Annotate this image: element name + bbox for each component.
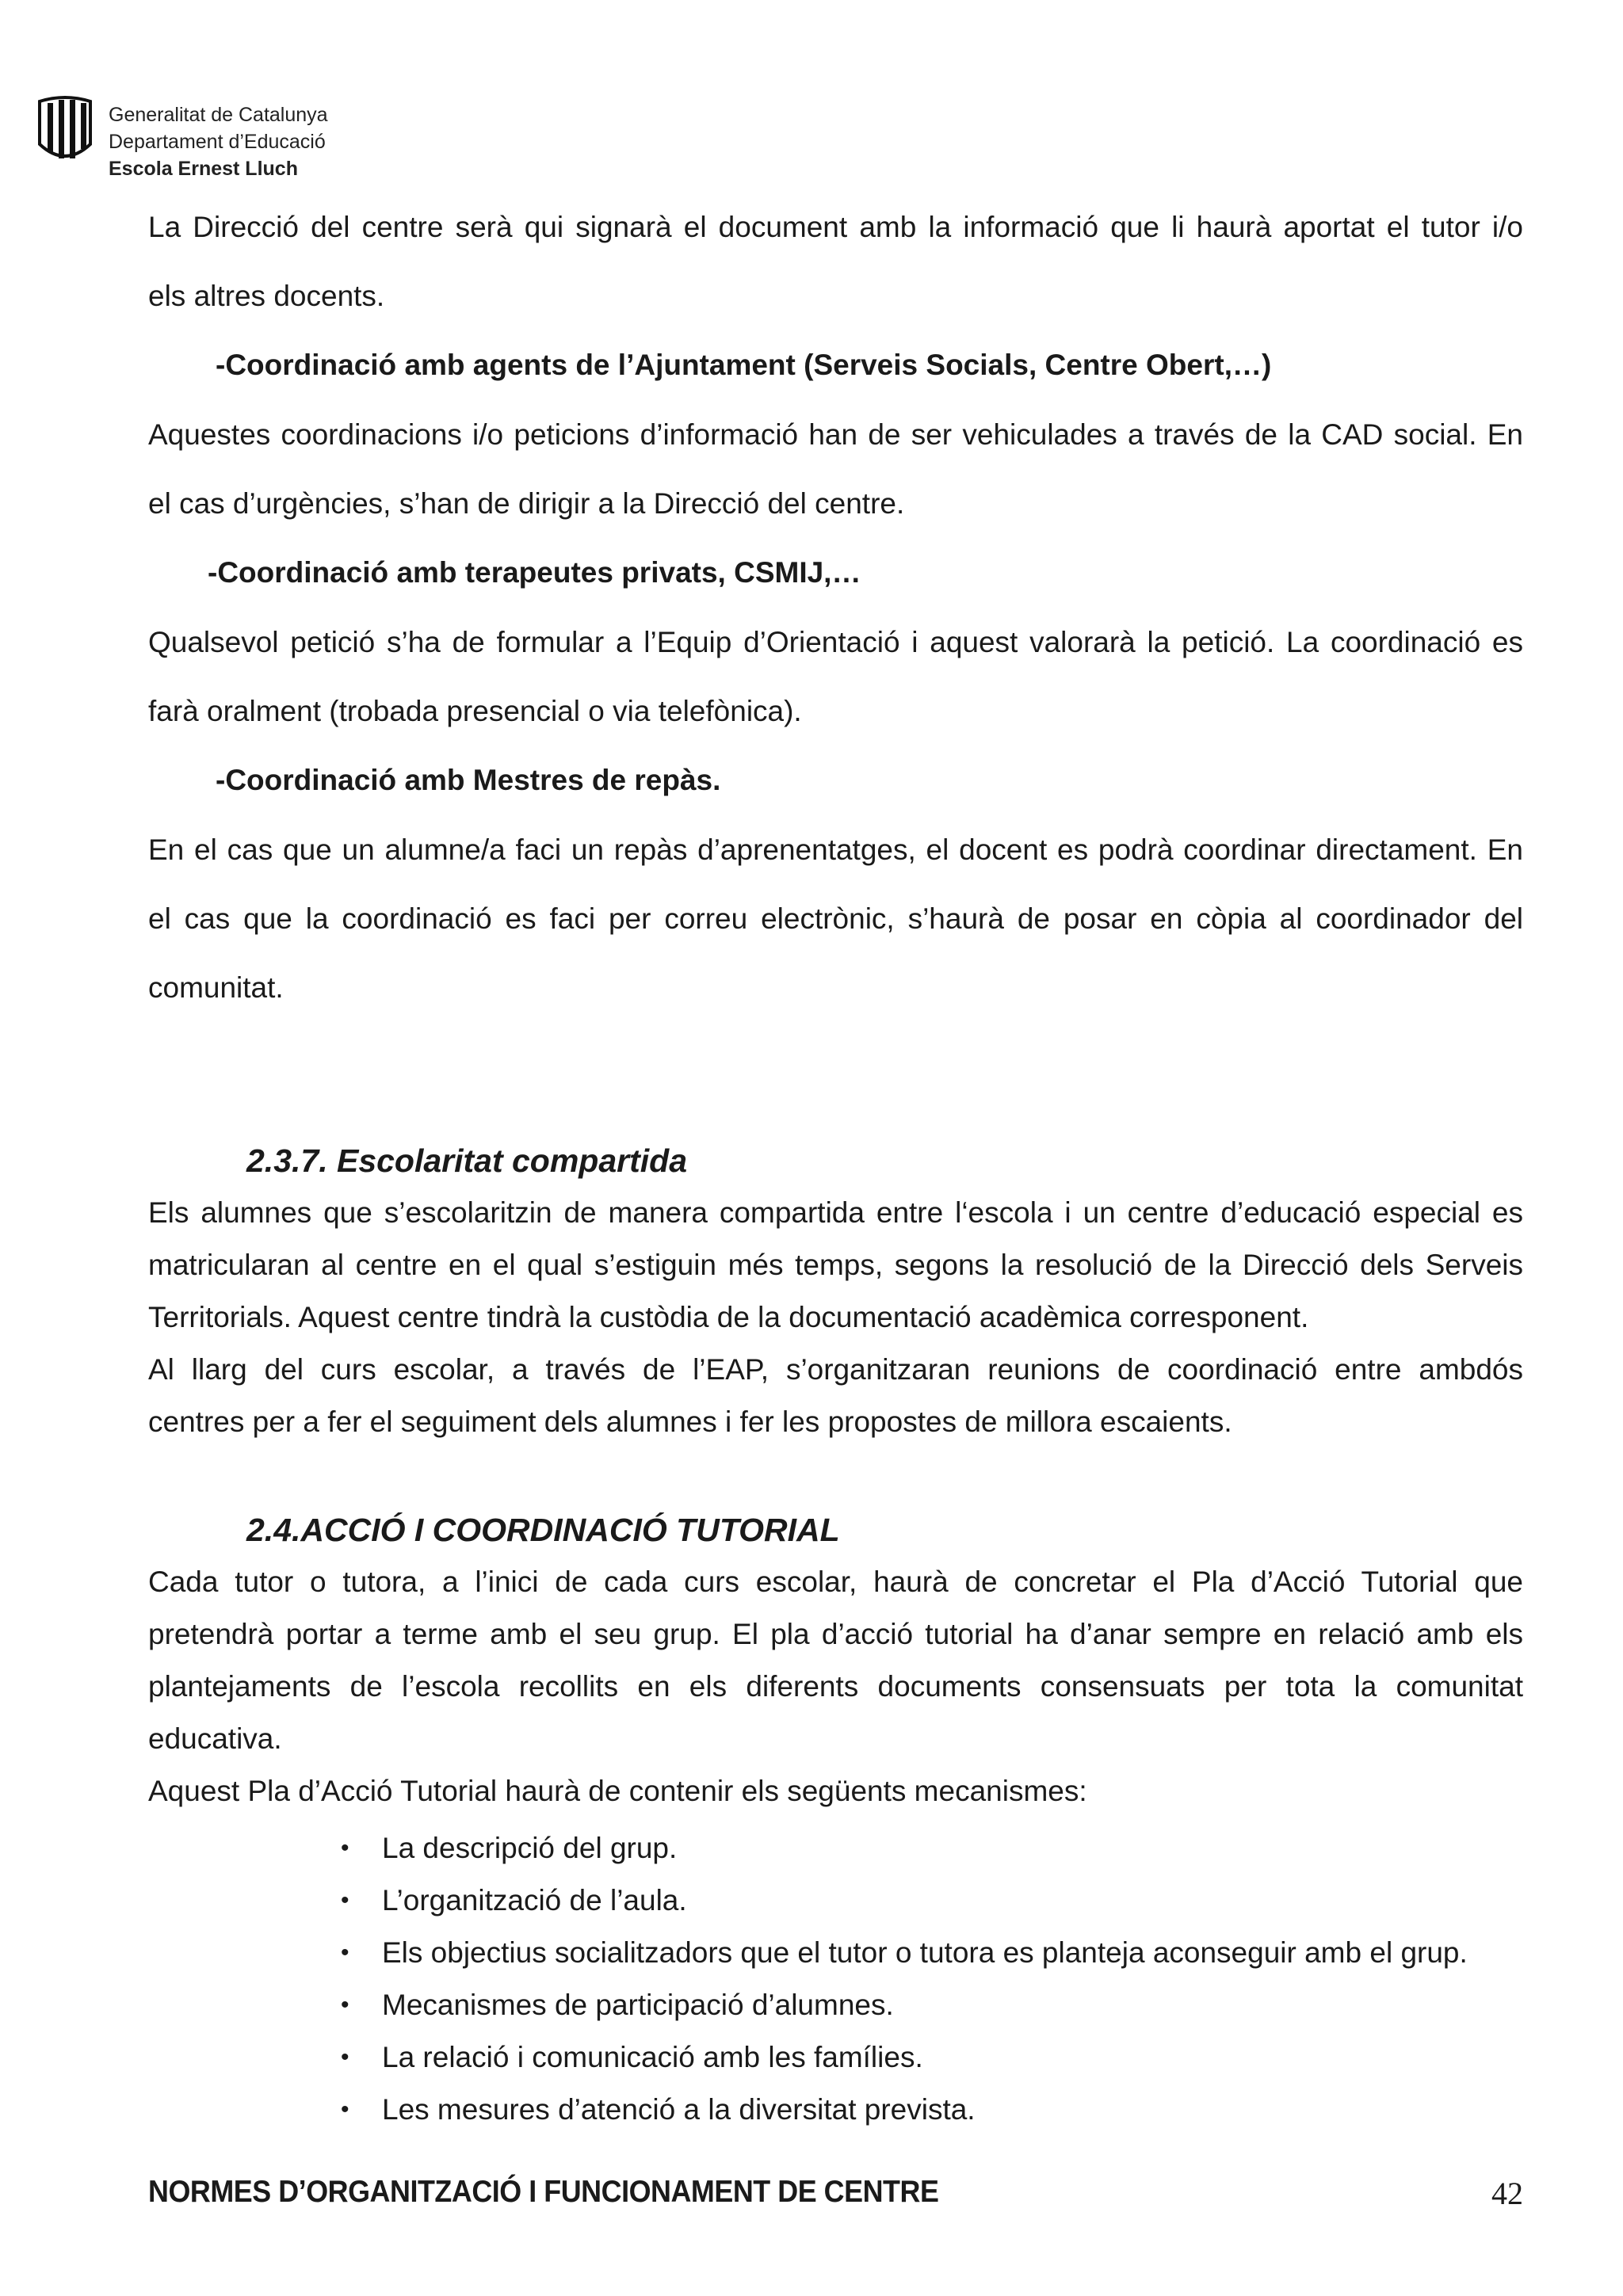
paragraph-line: plantejaments de l’escola recollits en els diferents documents consensuats per tota la comunitat xyxy=(148,1670,1523,1703)
paragraph-line: centres per a fer el seguiment dels alumnes i fer les propostes de millora escaients. xyxy=(148,1405,1232,1438)
paragraph-line: comunitat. xyxy=(148,971,284,1004)
paragraph-line: Aquest Pla d’Acció Tutorial haurà de contenir els següents mecanismes: xyxy=(148,1775,1087,1807)
paragraph-line: La Direcció del centre serà qui signarà el document amb la informació que li haurà aportat el tutor i/o xyxy=(148,211,1523,243)
subheading-ajuntament: -Coordinació amb agents de l’Ajuntament (Serveis Socials, Centre Obert,…) xyxy=(216,349,1272,381)
paragraph-line: Territorials. Aquest centre tindrà la custòdia de la documentació acadèmica corresponent. xyxy=(148,1301,1309,1333)
section-heading-2-4: 2.4.ACCIÓ I COORDINACIÓ TUTORIAL xyxy=(246,1512,840,1548)
section-heading-2-3-7: 2.3.7. Escolaritat compartida xyxy=(246,1142,688,1179)
paragraph-line: Els alumnes que s’escolaritzin de manera compartida entre l‘escola i un centre d’educació especial es xyxy=(148,1196,1523,1229)
footer-title: NORMES D’ORGANITZACIÓ I FUNCIONAMENT DE CENTRE xyxy=(148,2175,939,2209)
subheading-terapeutes: -Coordinació amb terapeutes privats, CSMIJ,… xyxy=(208,556,861,589)
list-item: • Els objectius socialitzadors que el tutor o tutora es planteja aconseguir amb el grup. xyxy=(341,1927,1468,1979)
list-item: • Mecanismes de participació d’alumnes. xyxy=(341,1979,1468,2031)
paragraph-line: educativa. xyxy=(148,1722,282,1755)
paragraph-line: Qualsevol petició s’ha de formular a l’Equip d’Orientació i aquest valorarà la petició. La coordinació es xyxy=(148,626,1523,658)
list-item: • Les mesures d’atenció a la diversitat prevista. xyxy=(341,2084,1468,2136)
header-department: Departament d’Educació xyxy=(109,131,326,153)
paragraph-line: Al llarg del curs escolar, a través de l’EAP, s’organitzaran reunions de coordinació entre ambdós xyxy=(148,1353,1523,1386)
list-item: • L’organització de l’aula. xyxy=(341,1875,1468,1927)
page-number: 42 xyxy=(1491,2176,1523,2211)
paragraph-line: farà oralment (trobada presencial o via telefònica). xyxy=(148,695,802,727)
paragraph-line: pretendrà portar a terme amb el seu grup. El pla d’acció tutorial ha d’anar sempre en relació amb els xyxy=(148,1618,1523,1650)
paragraph-line: el cas que la coordinació es faci per correu electrònic, s’haurà de posar en còpia al coordinador del xyxy=(148,902,1523,935)
generalitat-logo-icon xyxy=(35,95,95,163)
mechanisms-list xyxy=(341,1822,1468,2136)
header-school: Escola Ernest Lluch xyxy=(109,158,298,180)
paragraph-line: els altres docents. xyxy=(148,280,385,312)
paragraph-line: Cada tutor o tutora, a l’inici de cada curs escolar, haurà de concretar el Pla d’Acció Tutorial que xyxy=(148,1566,1523,1598)
header-generalitat: Generalitat de Catalunya xyxy=(109,104,328,126)
header-text xyxy=(109,101,328,182)
paragraph-line: matricularan al centre en el qual s’estiguin més temps, segons la resolució de la Direcció dels Serveis xyxy=(148,1249,1523,1281)
paragraph-line: el cas d’urgències, s’han de dirigir a la Direcció del centre. xyxy=(148,487,905,520)
paragraph-line: Aquestes coordinacions i/o peticions d’informació han de ser vehiculades a través de la CAD social. En xyxy=(148,418,1523,451)
subheading-mestres-repas: -Coordinació amb Mestres de repàs. xyxy=(216,764,721,796)
list-item: • La relació i comunicació amb les famílies. xyxy=(341,2031,1468,2084)
paragraph-line: En el cas que un alumne/a faci un repàs d’aprenentatges, el docent es podrà coordinar directament. En xyxy=(148,833,1523,866)
list-item: • La descripció del grup. xyxy=(341,1822,1468,1875)
